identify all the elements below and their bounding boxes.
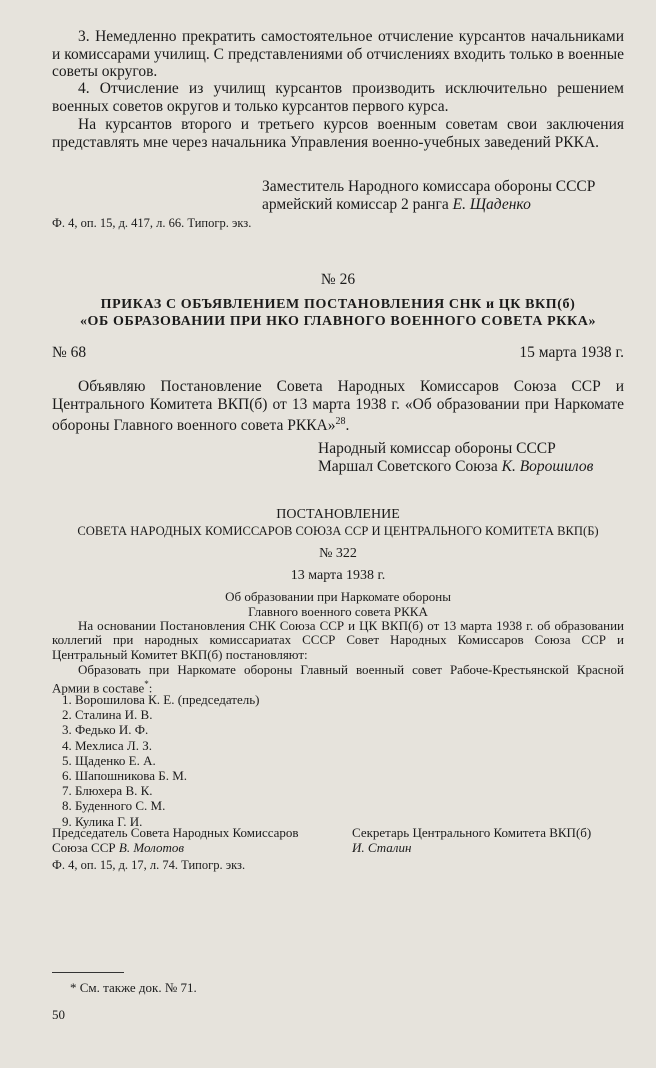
signature-2-rank: Маршал Советского Союза <box>318 457 498 475</box>
order-date: 15 марта 1938 г. <box>519 344 624 361</box>
signature-block-2 <box>318 440 624 475</box>
document-title-line-1: ПРИКАЗ С ОБЪЯВЛЕНИЕМ ПОСТАНОВЛЕНИЯ СНК и ЦК ВКП(б) <box>100 297 576 312</box>
signature-block-1 <box>262 178 624 213</box>
list-item: 9. Кулика Г. И. <box>62 813 143 829</box>
members-list <box>62 692 362 829</box>
list-item: 5. Щаденко Е. А. <box>62 752 156 768</box>
molotov-name: В. Молотов <box>118 839 184 855</box>
right-signature: Секретарь Центрального Комитета ВКП(б) И. Сталин <box>352 826 624 855</box>
resolution-header <box>52 507 624 539</box>
archive-reference-2: Ф. 4, оп. 15, д. 17, л. 74. Типогр. экз. <box>52 858 246 872</box>
resolution-text: На основании Постановления СНК Союза ССР и ЦК ВКП(б) от 13 марта 1938 г. об образовании коллегий при народных комиссариатах СССР Совет Народных Комиссаров Союза ССР и Центральный Комитет ВКП(б) постановляют: <box>52 618 624 662</box>
document-number: № 26 <box>320 271 356 288</box>
signature-1-rank: армейский комиссар 2 ранга <box>262 195 449 213</box>
signature-2-title: Народный комиссар обороны СССР <box>318 440 556 457</box>
order-header <box>52 344 624 362</box>
resolution-composition: Образовать при Наркомате обороны Главный военный совет Рабоче-Крестьянской Красной Армии в составе*: <box>52 662 624 696</box>
resolution-heading: ПОСТАНОВЛЕНИЕ <box>276 507 400 522</box>
list-item: 7. Блюхера В. К. <box>62 783 153 799</box>
resolution-date: 13 марта 1938 г. <box>290 568 386 583</box>
list-item: 6. Шапошникова Б. М. <box>62 768 188 784</box>
list-item: 3. Федько И. Ф. <box>62 722 149 738</box>
signature-1-name: Е. Щаденко <box>452 195 531 213</box>
footnote: * См. также док. № 71. <box>70 980 197 995</box>
resolution-subheading: СОВЕТА НАРОДНЫХ КОМИССАРОВ СОЮЗА ССР И ЦЕНТРАЛЬНОГО КОМИТЕТА ВКП(Б) <box>77 524 599 538</box>
paragraph-5 <box>52 116 624 151</box>
list-item: 2. Сталина И. В. <box>62 707 153 723</box>
stalin-name: И. Сталин <box>352 839 412 855</box>
paragraph-5-text: На курсантов второго и третьего курсов военным советам свои заключения представлять мне через начальника Управления военно-учебных заведений РККА. <box>52 116 624 151</box>
paragraph-3 <box>52 28 624 81</box>
list-item: 8. Буденного С. М. <box>62 798 166 814</box>
order-number: № 68 <box>52 344 87 361</box>
signature-2-name: К. Ворошилов <box>501 457 594 475</box>
order-footnote-ref: 28 <box>335 416 346 428</box>
list-item: 1. Ворошилова К. Е. (председатель) <box>62 692 260 707</box>
page-number: 50 <box>52 1007 65 1022</box>
order-text: Объявляю Постановление Совета Народных Комиссаров Союза ССР и Центрального Комитета ВКП(б) от 13 марта 1938 г. «Об образовании при Наркомате обороны Главного военного совета РККА»$^{28}$. <box>52 378 624 435</box>
archive-reference-1: Ф. 4, оп. 15, д. 417, л. 66. Типогр. экз. <box>52 216 252 230</box>
paragraph-4 <box>52 80 624 115</box>
order-text-body: Объявляю Постановление Совета Народных Комиссаров Союза ССР и Центрального Комитета ВКП(б) от 13 марта 1938 г. «Об образовании при Наркомате обороны Главного военного совета РККА» <box>52 378 624 435</box>
footnote-divider <box>52 972 124 973</box>
paragraph-4-text: 4. Отчисление из училищ курсантов производить исключительно решением военных советов округов и только курсантов первого курса. <box>52 80 624 115</box>
resolution-number: № 322 <box>319 546 357 561</box>
resolution-title: Об образовании при Наркомате обороны Главного военного совета РККА <box>225 589 451 619</box>
paragraph-3-text: 3. Немедленно прекратить самостоятельное отчисление курсантов начальниками и комиссарами училищ. С представлениями об отчислениях входить только в военные советы округов. <box>52 28 624 81</box>
list-item: 4. Мехлиса Л. З. <box>62 737 152 753</box>
document-title <box>52 296 624 330</box>
document-title-line-2: «ОБ ОБРАЗОВАНИИ ПРИ НКО ГЛАВНОГО ВОЕННОГО СОВЕТА РККА» <box>79 314 597 329</box>
signature-1-title: Заместитель Народного комиссара обороны СССР <box>262 178 596 195</box>
left-signature: Председатель Совета Народных Комиссаров Союза ССР В. Молотов <box>52 825 299 855</box>
